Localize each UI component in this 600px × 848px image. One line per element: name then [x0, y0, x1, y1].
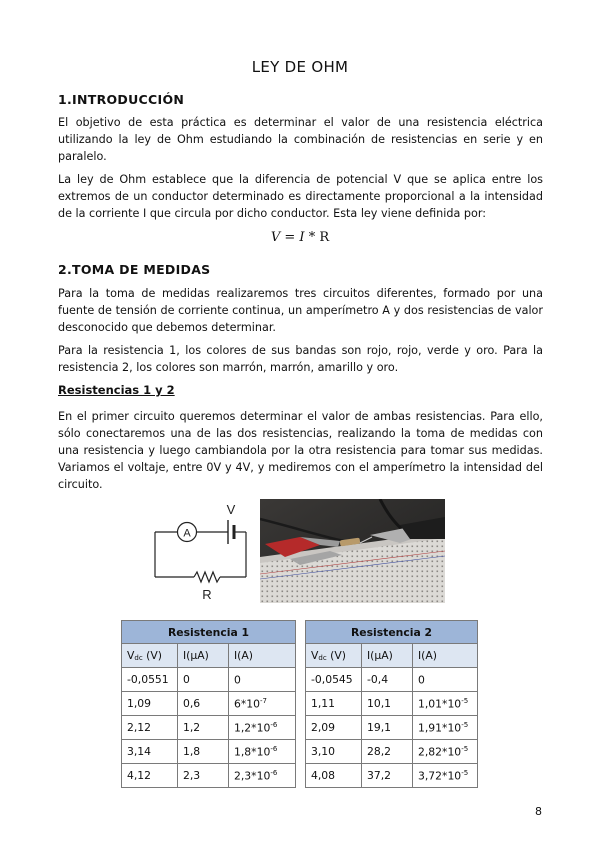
column-header-i-ua: I(µA): [362, 644, 413, 668]
table-header-row: [306, 644, 478, 668]
cell-current-a: $2,3*10^{-6}$: [229, 764, 296, 788]
document-title: LEY DE OHM: [251, 58, 349, 76]
subheading-resistencias: Resistencias 1 y 2: [58, 383, 175, 397]
resistor-label: R: [202, 587, 212, 602]
cell-current-a: $1,01*10^{-5}$: [413, 692, 478, 716]
column-header-vdc: $V_{dc}$ (V): [122, 644, 178, 668]
table-row: [122, 764, 296, 788]
table-row: [306, 692, 478, 716]
cell-current-a: 0: [413, 668, 478, 692]
column-header-i-a: I(A): [229, 644, 296, 668]
cell-voltage: -0,0545: [306, 668, 362, 692]
cell-current-a: $1,91*10^{-5}$: [413, 716, 478, 740]
cell-voltage: 4,08: [306, 764, 362, 788]
formula-equals: =: [280, 230, 300, 245]
circuit-diagram: [150, 500, 255, 605]
cell-current-a: $3,72*10^{-5}$: [413, 764, 478, 788]
ammeter-label: A: [183, 527, 191, 540]
column-header-i-a: I(A): [413, 644, 478, 668]
table-row: [122, 740, 296, 764]
cell-current-a: $1,8*10^{-6}$: [229, 740, 296, 764]
table-title: Resistencia 1: [122, 621, 296, 644]
formula-current: I: [299, 230, 305, 245]
column-header-vdc: $V_{dc}$ (V): [306, 644, 362, 668]
cell-current-ua: 10,1: [362, 692, 413, 716]
formula-voltage: V: [270, 230, 281, 245]
table-row: [306, 668, 478, 692]
formula-times: *: [304, 230, 320, 245]
cell-current-a: $2,82*10^{-5}$: [413, 740, 478, 764]
ohm-formula: [0, 230, 600, 245]
cell-current-ua: 0,6: [178, 692, 229, 716]
table-row: [306, 764, 478, 788]
cell-voltage: 2,09: [306, 716, 362, 740]
page-number: 8: [535, 805, 542, 818]
table-row: [122, 692, 296, 716]
table-title: Resistencia 2: [306, 621, 478, 644]
cell-voltage: 2,12: [122, 716, 178, 740]
table-row: [122, 668, 296, 692]
cell-current-ua: 19,1: [362, 716, 413, 740]
voltage-label: V: [226, 502, 236, 517]
cell-current-ua: -0,4: [362, 668, 413, 692]
cell-current-a: 0: [229, 668, 296, 692]
cell-voltage: -0,0551: [122, 668, 178, 692]
cell-current-a: $6*10^{-7}$: [229, 692, 296, 716]
cell-current-ua: 1,2: [178, 716, 229, 740]
table-resistencia-2: [305, 620, 478, 788]
cell-current-ua: 0: [178, 668, 229, 692]
breadboard-photo: [260, 499, 445, 603]
table-row: [306, 740, 478, 764]
cell-voltage: 4,12: [122, 764, 178, 788]
measurements-paragraph-2: Para la resistencia 1, los colores de sus bandas son rojo, rojo, verde y oro. Para la resistencia 2, los colores son marrón, marrón, amarillo y oro.: [58, 344, 543, 374]
section-heading-introduccion: 1.INTRODUCCIÓN: [58, 92, 185, 107]
table-resistencia-1: [121, 620, 296, 788]
cell-current-ua: 2,3: [178, 764, 229, 788]
cell-current-a: $1,2*10^{-6}$: [229, 716, 296, 740]
table-row: [306, 716, 478, 740]
cell-voltage: 1,09: [122, 692, 178, 716]
measurements-paragraph-3: En el primer circuito queremos determinar el valor de ambas resistencias. Para ello, sólo conectaremos una de las dos resistencias, realizando la toma de medidas con una resistencia y luego cambiandola por la otra resistencia para tomar sus medidas. Variamos el voltaje, entre 0V y 4V, y mediremos con el amperímetro la intensidad del circuito.: [58, 410, 543, 491]
cell-voltage: 3,14: [122, 740, 178, 764]
cell-current-ua: 28,2: [362, 740, 413, 764]
measurements-paragraph-1: Para la toma de medidas realizaremos tres circuitos diferentes, formado por una fuente de tensión de corriente continua, un amperímetro A y dos resistencias de valor desconocido que debemos determinar.: [58, 287, 543, 334]
table-header-row: [122, 644, 296, 668]
cell-current-ua: 1,8: [178, 740, 229, 764]
section-heading-toma-de-medidas: 2.TOMA DE MEDIDAS: [58, 262, 211, 277]
formula-resistance: R: [319, 230, 330, 245]
cell-voltage: 3,10: [306, 740, 362, 764]
cell-voltage: 1,11: [306, 692, 362, 716]
table-row: [122, 716, 296, 740]
intro-paragraph-2: La ley de Ohm establece que la diferencia de potencial V que se aplica entre los extremos de un conductor determinado es directamente proporcional a la intensidad de la corriente I que circula por dicho conductor. Esta ley viene definida por:: [58, 173, 543, 220]
intro-paragraph-1: El objetivo de esta práctica es determinar el valor de una resistencia eléctrica utilizando la ley de Ohm estudiando la combinación de resistencias en serie y en paralelo.: [58, 116, 543, 163]
cell-current-ua: 37,2: [362, 764, 413, 788]
column-header-i-ua: I(µA): [178, 644, 229, 668]
